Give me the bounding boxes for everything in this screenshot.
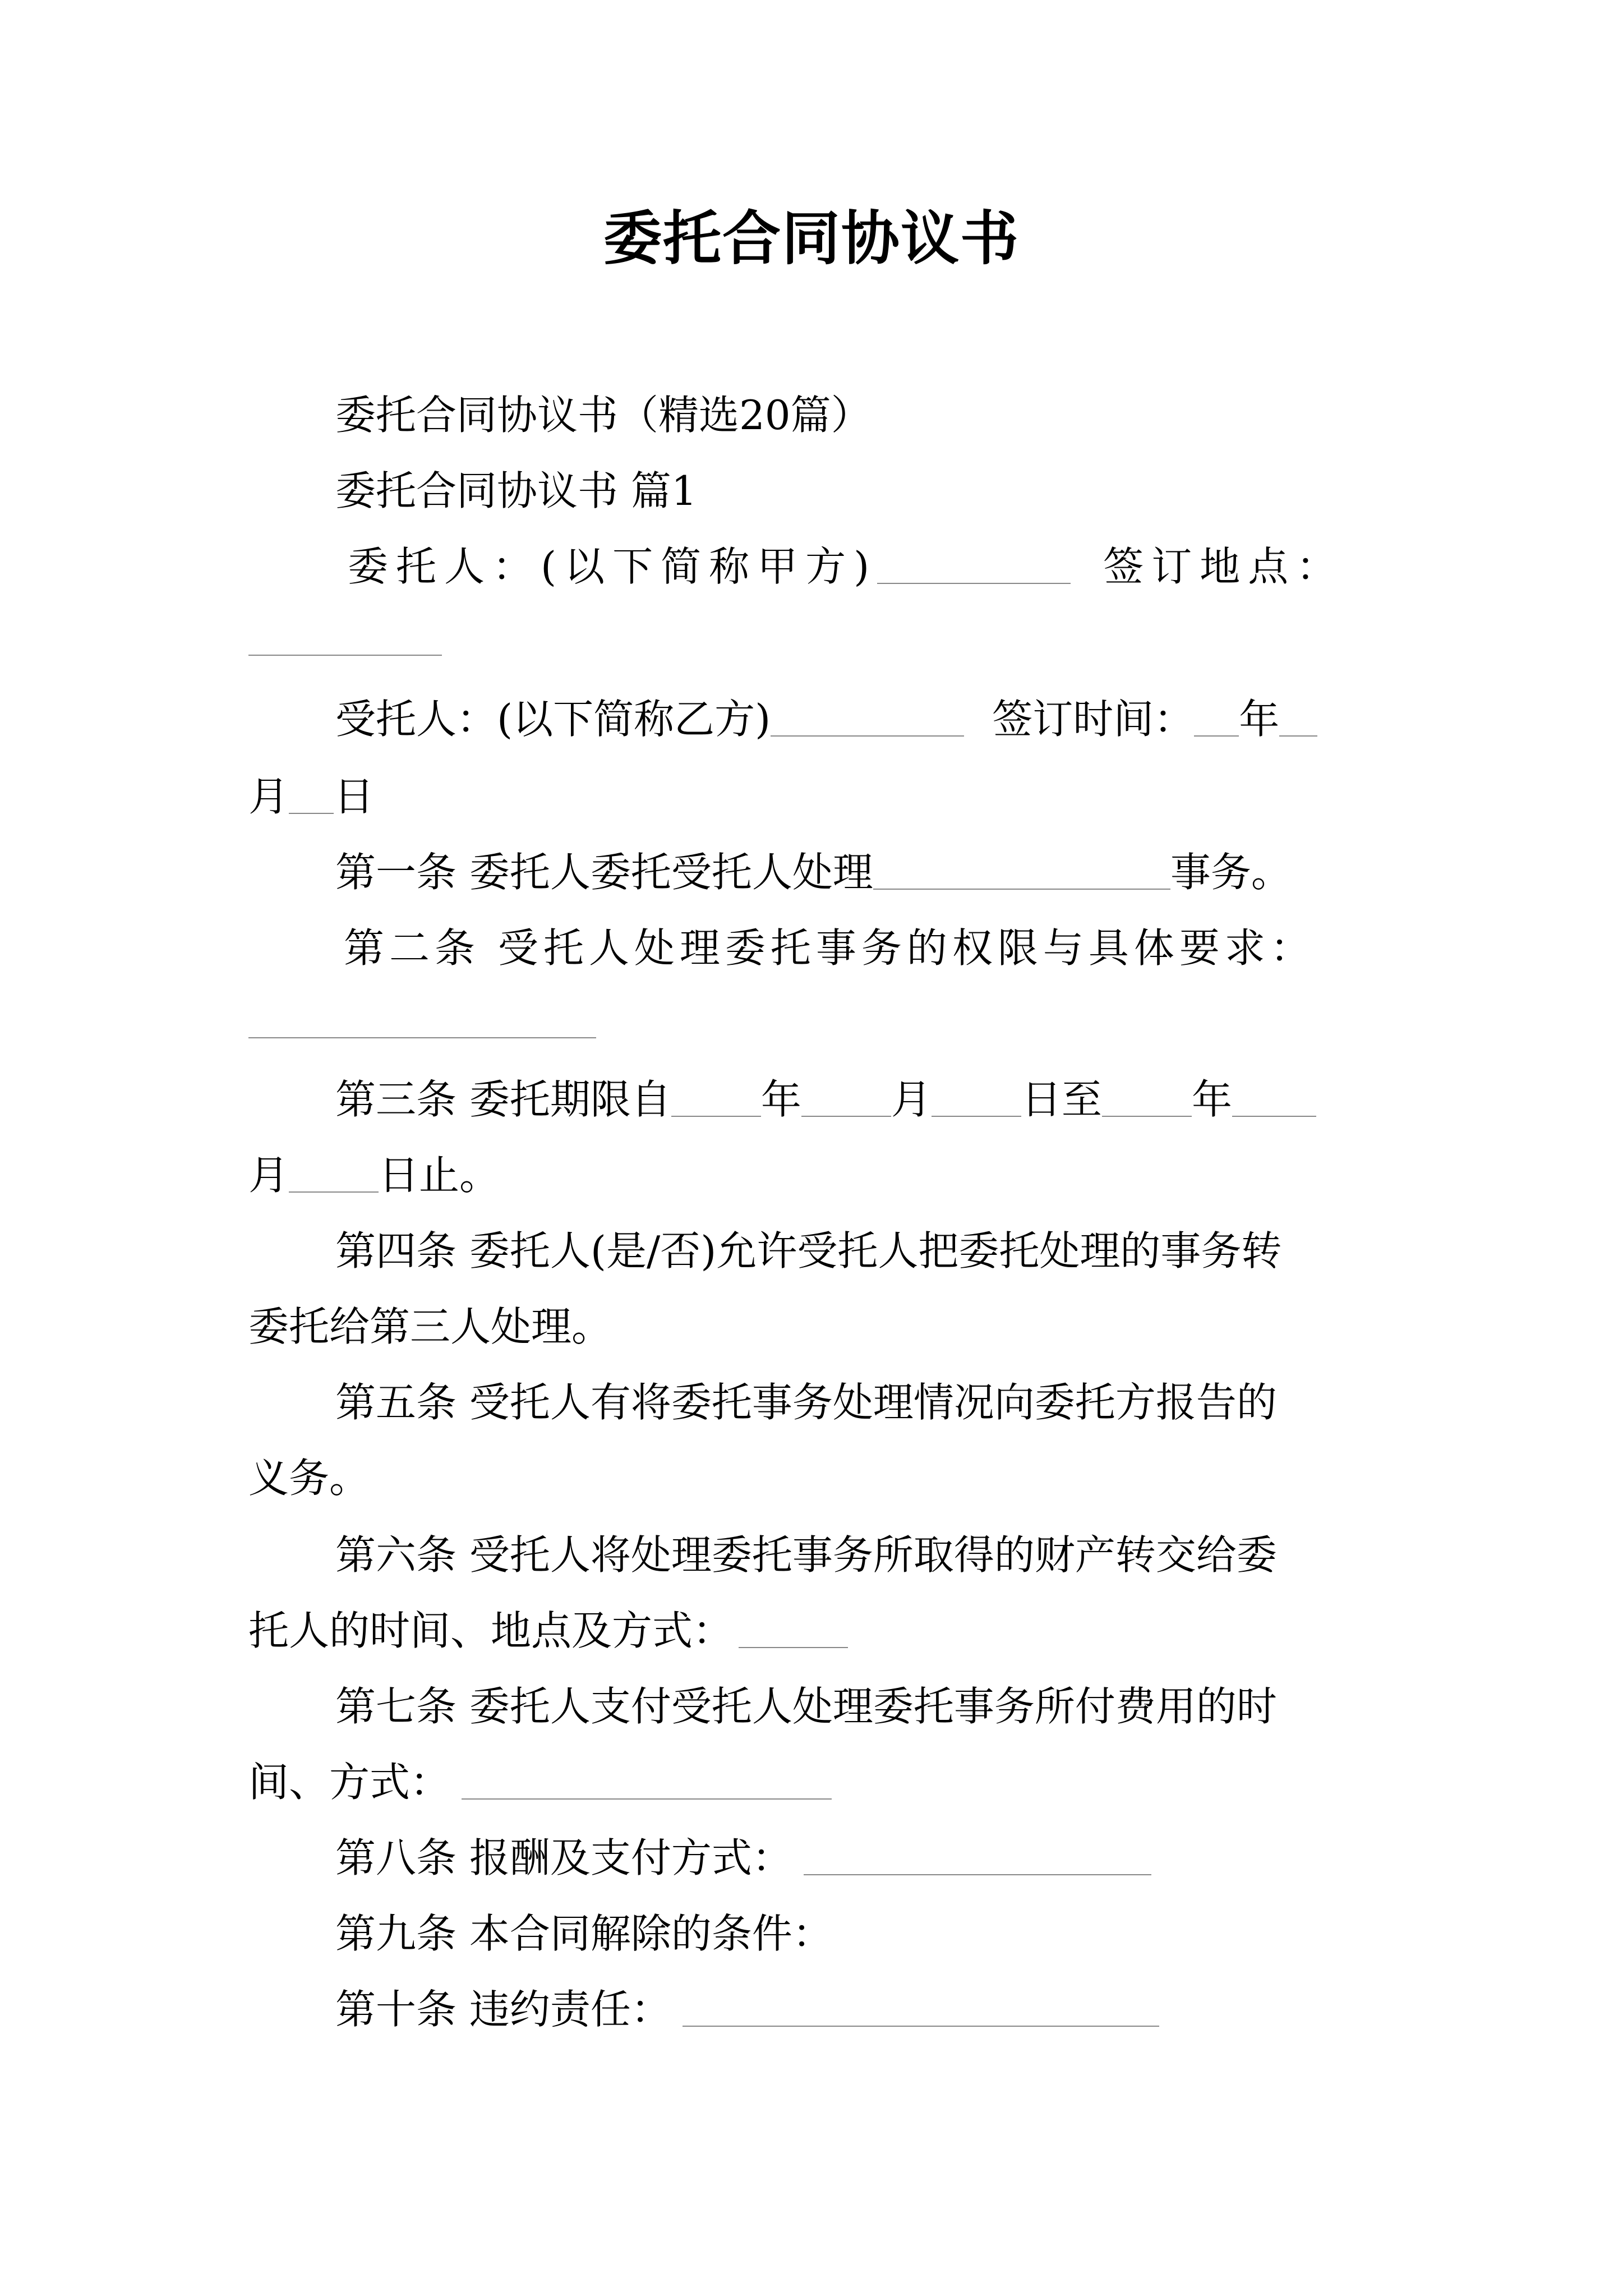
term-end-day-label: 日止。 (379, 1152, 500, 1199)
section-heading-text: 委托合同协议书 篇1 (335, 467, 697, 514)
article-1-text: 第一条 委托人委托受托人处理 (335, 849, 873, 896)
article-6-blank[interactable] (739, 1611, 848, 1648)
term-start-year-blank[interactable] (671, 1080, 761, 1117)
day-label: 日 (334, 773, 375, 820)
term-year-label: 年 (760, 1076, 801, 1123)
agent-blank[interactable] (771, 700, 964, 737)
term-end-year-blank[interactable] (1102, 1080, 1192, 1117)
agent-label: 受托人：(以下简称乙方) (335, 696, 771, 743)
article-1 (335, 844, 1292, 900)
article-5-cont-text: 义务。 (248, 1455, 370, 1502)
term-start-day-blank[interactable] (932, 1080, 1021, 1117)
sign-place-blank[interactable] (248, 619, 442, 656)
term-end-year-label: 年 (1191, 1076, 1232, 1123)
article-3 (335, 1071, 1316, 1128)
article-6 (335, 1527, 1277, 1583)
term-end-day-blank[interactable] (289, 1156, 379, 1193)
article-6-cont-text: 托人的时间、地点及方式： (248, 1607, 734, 1654)
section-heading (335, 463, 697, 519)
article-2-blank[interactable] (248, 1001, 596, 1038)
article-7-cont (248, 1754, 832, 1810)
sign-date-line (248, 769, 374, 825)
principal-line (348, 539, 1344, 595)
sign-place-line (248, 610, 442, 666)
year-label: 年 (1239, 696, 1280, 743)
article-8-blank[interactable] (804, 1838, 1151, 1875)
sign-place-label: 签订地点： (1103, 543, 1345, 590)
article-7-cont-text: 间、方式： (248, 1759, 451, 1806)
sign-year-blank[interactable] (1194, 700, 1239, 737)
article-7-blank[interactable] (462, 1763, 832, 1800)
article-10 (335, 1981, 1159, 2037)
term-day-to-label: 日至 (1021, 1076, 1102, 1123)
article-2 (344, 920, 1316, 976)
article-1-suffix: 事务。 (1170, 849, 1292, 896)
month-label: 月 (248, 773, 289, 820)
article-10-blank[interactable] (683, 1990, 1159, 2027)
subtitle-text: 委托合同协议书（精选20篇） (335, 392, 872, 439)
principal-blank[interactable] (877, 547, 1071, 584)
article-3-text: 第三条 委托期限自 (335, 1076, 671, 1123)
article-4-text: 第四条 委托人(是/否)允许受托人把委托处理的事务转 (335, 1227, 1282, 1274)
article-6-cont (248, 1603, 848, 1659)
article-3-cont (248, 1147, 500, 1203)
article-9 (335, 1906, 833, 1962)
article-1-blank[interactable] (873, 853, 1170, 890)
article-7-text: 第七条 委托人支付受托人处理委托事务所付费用的时 (335, 1683, 1277, 1730)
subtitle-line (335, 387, 872, 443)
article-4-cont-text: 委托给第三人处理。 (248, 1303, 612, 1350)
article-10-text: 第十条 违约责任： (335, 1986, 671, 2033)
sign-month-blank[interactable] (1279, 700, 1317, 737)
article-4-cont (248, 1299, 612, 1355)
document-title: 委托合同协议书 (603, 204, 1020, 273)
article-7 (335, 1678, 1277, 1734)
sign-time-label: 签订时间： (992, 696, 1195, 743)
article-9-text: 第九条 本合同解除的条件： (335, 1910, 833, 1957)
article-5-text: 第五条 受托人有将委托事务处理情况向委托方报告的 (335, 1379, 1277, 1426)
article-4 (335, 1223, 1281, 1279)
article-8 (335, 1830, 1151, 1886)
article-2-blank-line (248, 993, 596, 1049)
agent-line (335, 691, 1317, 747)
article-2-text: 第二条 受托人处理委托事务的权限与具体要求： (344, 924, 1316, 972)
term-end-month-label: 月 (248, 1152, 289, 1199)
term-month-label: 月 (891, 1076, 932, 1123)
sign-day-blank[interactable] (289, 777, 334, 814)
principal-label: 委托人：(以下简称甲方) (348, 543, 878, 590)
term-start-month-blank[interactable] (801, 1080, 891, 1117)
article-5-cont (248, 1450, 370, 1506)
article-5 (335, 1374, 1277, 1430)
term-end-month-blank[interactable] (1232, 1080, 1316, 1117)
article-8-text: 第八条 报酬及支付方式： (335, 1834, 792, 1881)
article-6-text: 第六条 受托人将处理委托事务所取得的财产转交给委 (335, 1531, 1277, 1579)
